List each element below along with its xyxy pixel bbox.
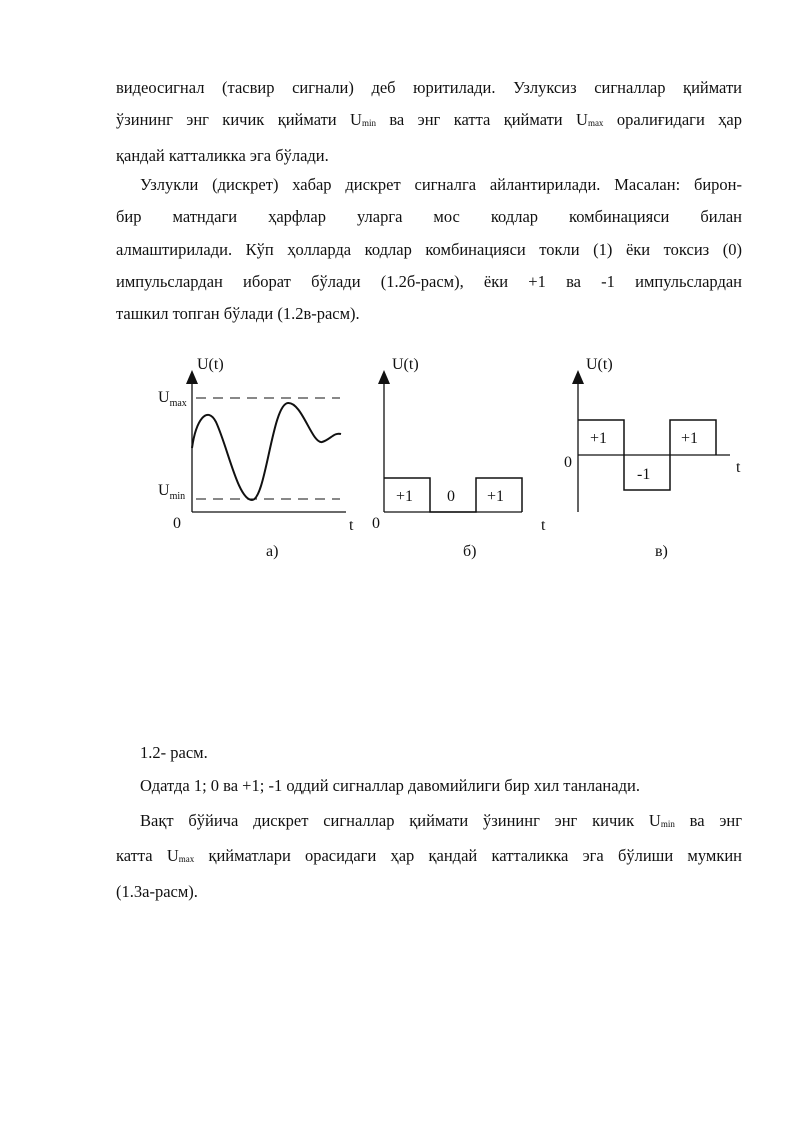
figure-caption: 1.2- расм.: [140, 743, 208, 762]
y-axis-label: U(t): [392, 356, 419, 373]
figure-1-2: [0, 340, 800, 580]
subscript-min: min: [660, 819, 675, 829]
pulse-label-3: +1: [681, 430, 699, 447]
continuous-signal-curve: [192, 403, 341, 500]
subscript-max: max: [178, 854, 195, 865]
panel-a: [158, 356, 354, 560]
paragraph-time-discrete: [116, 805, 742, 908]
umax-letter: U: [158, 389, 170, 406]
text-line: Одатда 1; 0 ва +1; -1 оддий сигналлар давомийлиги бир хил танланади.: [140, 776, 640, 795]
text-line: бир матндаги ҳарфлар уларга мос кодлар комбинацияси билан: [116, 207, 742, 227]
subscript-min: min: [361, 118, 376, 129]
text-line: алмаштирилади. Кўп ҳолларда кодлар комбинацияси токли (1) ёки токсиз (0): [116, 239, 742, 259]
y-axis-label: U(t): [197, 356, 224, 373]
paragraph-discrete-signals: [116, 169, 742, 330]
figure-svg: [0, 340, 800, 580]
text-line: видеосигнал (тасвир сигнали) деб юритилади. Узлуксиз сигналлар қиймати: [116, 78, 742, 97]
text-line: [116, 805, 742, 840]
panel-caption: в): [655, 543, 668, 560]
text-line: [116, 104, 742, 139]
text-line: қандай катталикка эга бўлади.: [116, 145, 329, 165]
x-axis-label: t: [541, 517, 546, 534]
text-fragment: ва энг катта қиймати U: [375, 110, 588, 130]
umin-subscript: min: [169, 491, 186, 502]
text-fragment: оралиғидаги ҳар: [603, 110, 742, 130]
y-axis-arrow: [572, 370, 584, 384]
panel-caption: б): [463, 543, 477, 560]
pulse-label-3: +1: [487, 488, 505, 505]
umin-letter: U: [158, 482, 170, 499]
umin-label: [158, 482, 185, 502]
origin-label: 0: [173, 515, 181, 532]
umax-label: [158, 389, 187, 409]
text-line: [116, 840, 742, 875]
x-axis-label: t: [349, 517, 354, 534]
x-axis-label: t: [736, 459, 741, 476]
panel-caption: а): [266, 543, 279, 560]
text-line: (1.3а-расм).: [116, 881, 198, 901]
text-line: импульслардан иборат бўлади (1.2б-расм), ёки +1 ва -1 импульслардан: [116, 271, 742, 291]
y-axis-arrow: [378, 370, 390, 384]
panel-b: [372, 356, 546, 560]
paragraph-duration: [116, 770, 742, 802]
text-fragment: ўзининг энг кичик қиймати U: [116, 110, 362, 130]
text-fragment: қийматлари орасидаги ҳар қандай катталикка эга бўлиши мумкин: [194, 846, 742, 866]
paragraph-continuous-signals: [116, 72, 742, 172]
subscript-max: max: [587, 118, 604, 129]
pulse-label-2: -1: [637, 466, 651, 483]
text-line: Узлукли (дискрет) хабар дискрет сигналга айлантирилади. Масалан: бирон-: [140, 175, 742, 194]
text-fragment: ва энг: [674, 811, 743, 830]
panel-c: [564, 356, 741, 560]
pulse-label-1: +1: [590, 430, 608, 447]
pulse-label-2: 0: [447, 488, 455, 505]
text-fragment: Вақт бўйича дискрет сигналлар қиймати ўзининг энг кичик U: [140, 811, 661, 830]
origin-label: 0: [564, 454, 572, 471]
text-fragment: катта U: [116, 846, 179, 866]
pulse-label-1: +1: [396, 488, 414, 505]
umax-subscript: max: [169, 398, 187, 409]
y-axis-label: U(t): [586, 356, 613, 373]
origin-label: 0: [372, 515, 380, 532]
text-line: ташкил топган бўлади (1.2в-расм).: [116, 304, 360, 324]
